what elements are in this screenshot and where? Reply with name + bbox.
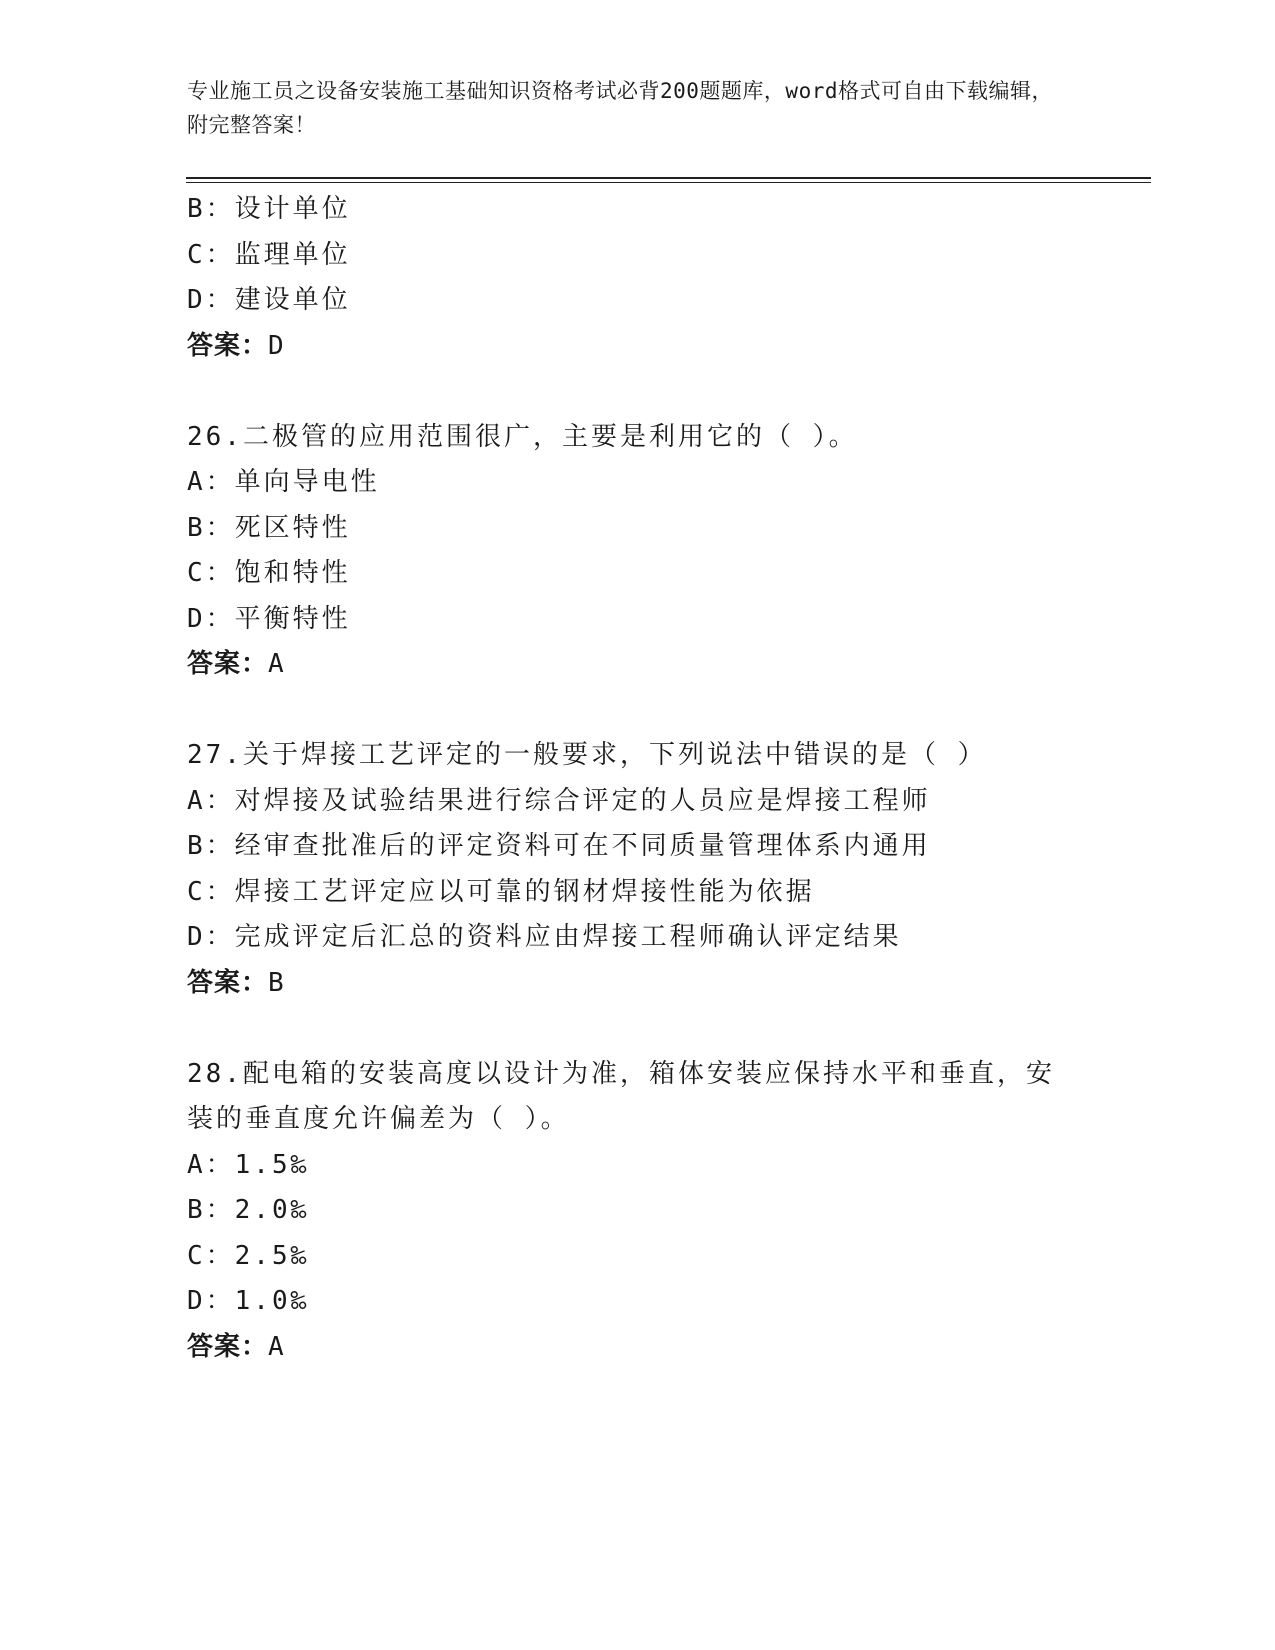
option-b: B：经审查批准后的评定资料可在不同质量管理体系内通用 xyxy=(187,831,931,861)
option-c: C：焊接工艺评定应以可靠的钢材焊接性能为依据 xyxy=(187,876,815,907)
option-a: A：单向导电性 xyxy=(187,467,380,497)
option-b: B：死区特性 xyxy=(187,512,351,543)
question-28 xyxy=(187,1052,1087,1371)
document-header xyxy=(187,74,1067,142)
option-d: D：完成评定后汇总的资料应由焊接工程师确认评定结果 xyxy=(187,922,902,952)
spacer xyxy=(187,369,1087,415)
question-list xyxy=(187,187,1087,1370)
question-26 xyxy=(187,415,1087,688)
question-text: 26.二极管的应用范围很广，主要是利用它的（ ）。 xyxy=(187,421,858,452)
question-25-continued xyxy=(187,187,1087,369)
spacer xyxy=(187,1006,1087,1052)
spacer xyxy=(187,688,1087,734)
answer-line: 答案：B xyxy=(187,967,285,998)
answer-line: 答案：A xyxy=(187,649,285,679)
question-text: 28.配电箱的安装高度以设计为准，箱体安装应保持水平和垂直，安装的垂直度允许偏差为（ ）。 xyxy=(187,1058,1055,1134)
option-d: D：平衡特性 xyxy=(187,603,351,634)
answer-line: 答案：D xyxy=(187,330,285,361)
option-a: A：对焊接及试验结果进行综合评定的人员应是焊接工程师 xyxy=(187,785,931,816)
question-27 xyxy=(187,733,1087,1006)
header-rule-top xyxy=(186,177,1151,179)
option-d: D：1.0‰ xyxy=(187,1286,310,1316)
option-b: B：2.0‰ xyxy=(187,1195,310,1225)
option-b: B：设计单位 xyxy=(187,194,351,224)
option-c: C：2.5‰ xyxy=(187,1240,310,1271)
option-c: C：饱和特性 xyxy=(187,558,351,588)
option-a: A：1.5‰ xyxy=(187,1149,310,1180)
question-text: 27.关于焊接工艺评定的一般要求，下列说法中错误的是（ ） xyxy=(187,740,987,770)
option-c: C：监理单位 xyxy=(187,239,351,270)
header-rule-bottom xyxy=(186,182,1151,183)
option-d: D：建设单位 xyxy=(187,285,351,315)
header-title: 专业施工员之设备安装施工基础知识资格考试必背200题题库，word格式可自由下载编辑，附完整答案！ xyxy=(187,79,1053,137)
answer-line: 答案：A xyxy=(187,1331,285,1362)
